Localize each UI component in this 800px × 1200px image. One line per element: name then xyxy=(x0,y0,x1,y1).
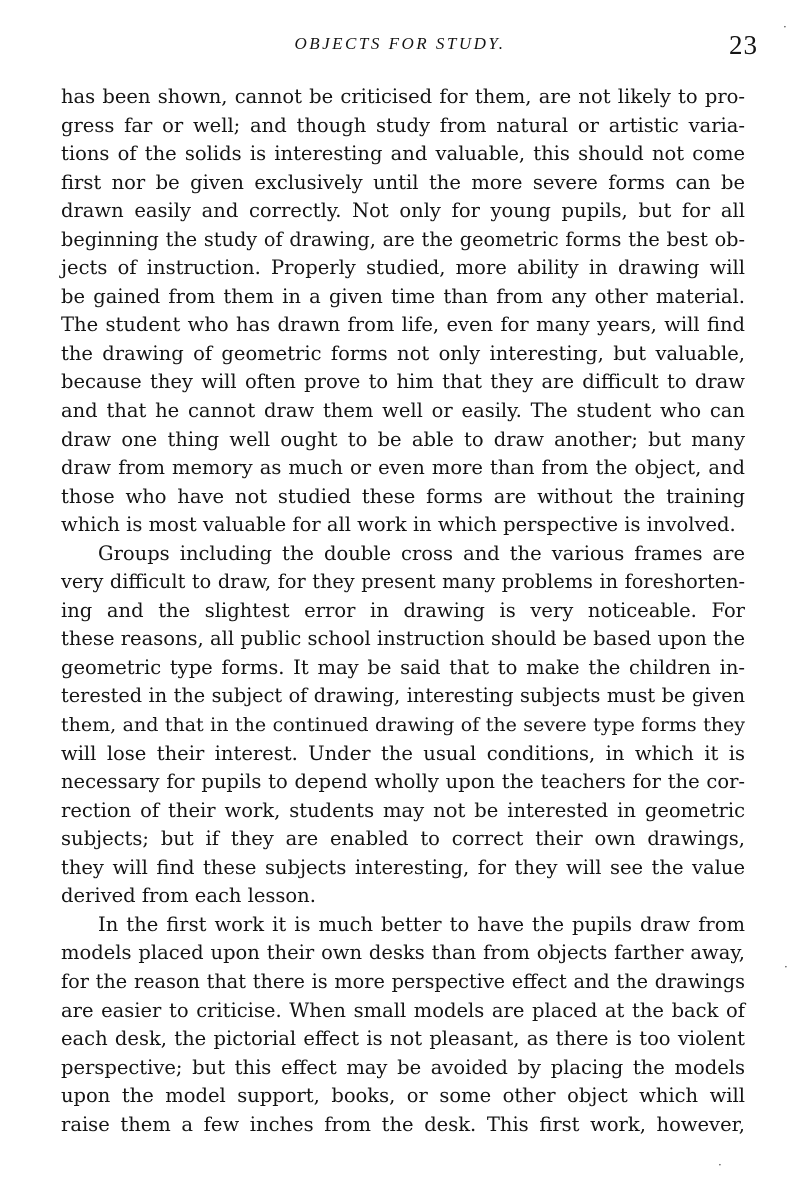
page-number: 23 xyxy=(729,30,758,60)
text-line: upon the model support, books, or some other object which will xyxy=(61,1084,745,1108)
text-line: perspective; but this effect may be avoided by placing the models xyxy=(61,1055,745,1079)
text-line: them, and that in the continued drawing of the severe type forms they xyxy=(61,714,745,737)
running-head xyxy=(0,30,800,60)
text-line: Groups including the double cross and the various frames are xyxy=(98,541,745,565)
text-line: those who have not studied these forms are without the training xyxy=(61,484,745,508)
text-line: which is most valuable for all work in which perspective is involved. xyxy=(61,513,736,537)
text-line: very difficult to draw, for they present many problems in foreshorten- xyxy=(61,570,745,594)
paper-speck: · xyxy=(784,960,788,974)
text-line: gress far or well; and though study from natural or artistic varia- xyxy=(61,113,745,137)
text-line: each desk, the pictorial effect is not pleasant, as there is too violent xyxy=(61,1027,745,1051)
paper-speck: · xyxy=(718,1158,722,1172)
text-line: In the first work it is much better to have the pupils draw from xyxy=(98,912,745,936)
text-line: be gained from them in a given time than from any other material. xyxy=(61,284,745,308)
text-line: for the reason that there is more perspective effect and the drawings xyxy=(61,969,745,993)
text-line: drawn easily and correctly. Not only for young pupils, but for all xyxy=(61,199,745,223)
text-line: these reasons, all public school instruction should be based upon the xyxy=(61,627,745,651)
paragraph-3 xyxy=(61,911,745,1139)
text-line: draw from memory as much or even more than from the object, and xyxy=(61,456,745,480)
paper-speck: · xyxy=(783,20,787,34)
text-line: subjects; but if they are enabled to correct their own drawings, xyxy=(61,827,745,851)
paragraph-2 xyxy=(61,540,745,911)
running-title: OBJECTS FOR STUDY. xyxy=(294,34,506,53)
text-line: rection of their work, students may not be interested in geometric xyxy=(61,798,745,822)
text-line: models placed upon their own desks than from objects farther away, xyxy=(61,941,745,965)
text-line: tions of the solids is interesting and valuable, this should not come xyxy=(61,142,745,166)
text-line: geometric type forms. It may be said that to make the children in- xyxy=(61,655,745,679)
text-line: derived from each lesson. xyxy=(61,884,316,908)
paragraph-1 xyxy=(61,83,745,540)
text-line: draw one thing well ought to be able to draw another; but many xyxy=(61,427,745,451)
body-text xyxy=(61,83,745,1139)
text-line: first nor be given exclusively until the more severe forms can be xyxy=(61,170,745,194)
text-line: because they will often prove to him that they are difficult to draw xyxy=(61,370,745,394)
text-line: necessary for pupils to depend wholly upon the teachers for the cor- xyxy=(61,770,745,794)
text-line: will lose their interest. Under the usual conditions, in which it is xyxy=(61,741,745,765)
text-line: they will find these subjects interesting, for they will see the value xyxy=(61,855,745,879)
text-line: terested in the subject of drawing, interesting subjects must be given xyxy=(61,684,745,708)
text-line: jects of instruction. Properly studied, more ability in drawing will xyxy=(61,256,745,280)
text-line: beginning the study of drawing, are the geometric forms the best ob- xyxy=(61,227,745,251)
text-line: ing and the slightest error in drawing is very noticeable. For xyxy=(61,598,745,622)
text-line: raise them a few inches from the desk. This first work, however, xyxy=(61,1112,745,1136)
text-line: and that he cannot draw them well or easily. The student who can xyxy=(61,399,745,423)
text-line: are easier to criticise. When small models are placed at the back of xyxy=(61,998,745,1022)
text-line: has been shown, cannot be criticised for them, are not likely to pro- xyxy=(61,85,745,108)
text-line: The student who has drawn from life, even for many years, will find xyxy=(61,313,745,337)
text-line: the drawing of geometric forms not only interesting, but valuable, xyxy=(61,341,745,365)
